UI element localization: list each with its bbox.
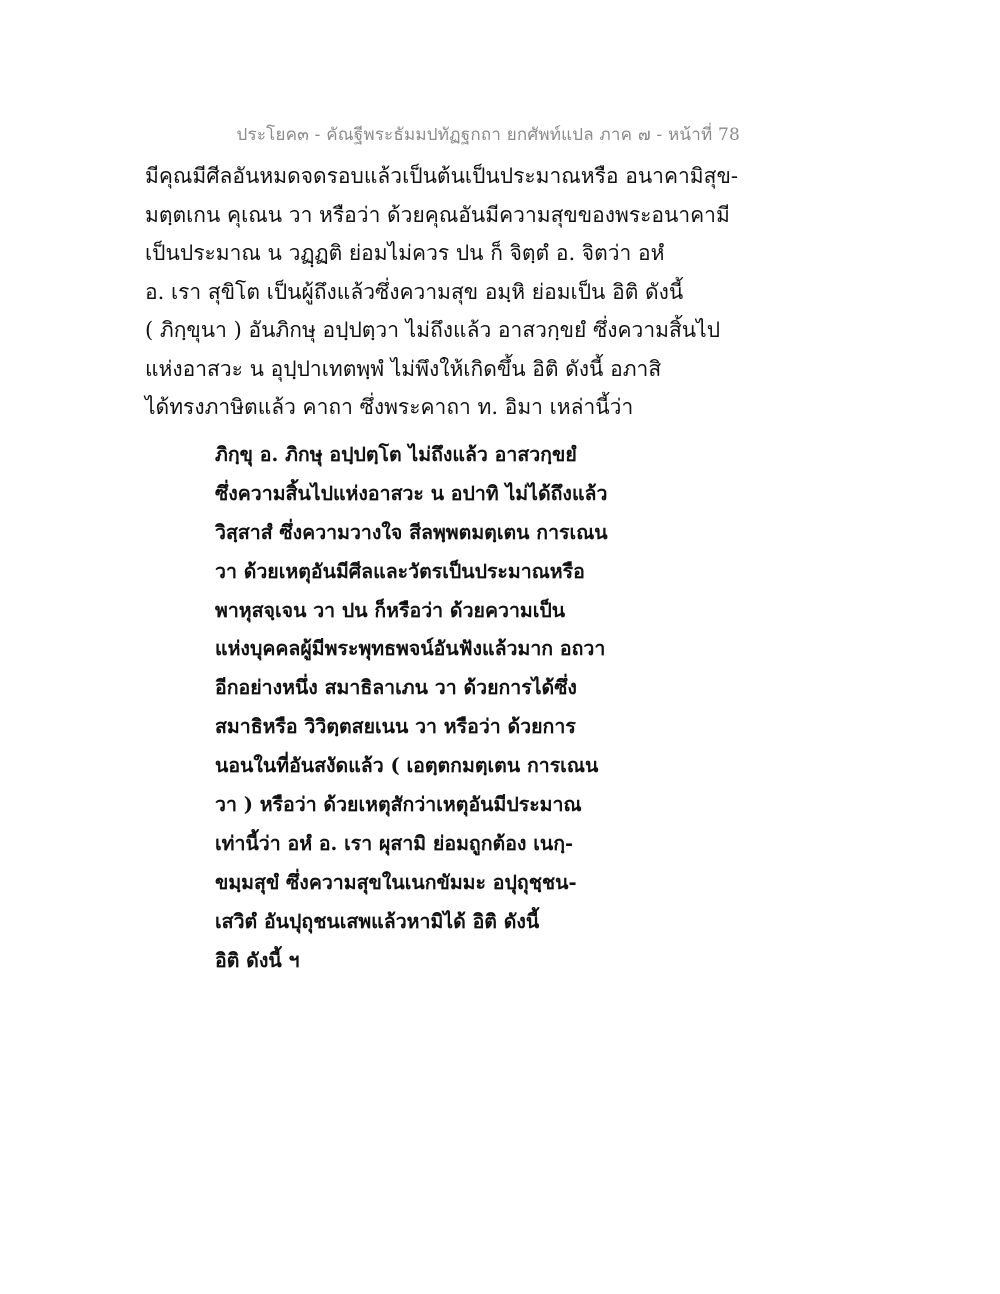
body-line: เป็นประมาณ น วฏฺฏติ ย่อมไม่ควร ปน ก็ จิตฺตํ อ. จิตว่า อหํ: [145, 241, 665, 265]
verse-line: วิสฺสาสํ ซึ่งความวางใจ สีลพฺพตมตฺเตน การเณน: [215, 520, 608, 544]
page-header: ประโยค๓ - คัณฐีพระธัมมปทัฏฐกถา ยกศัพท์แปล ภาค ๗ - หน้าที่ 78: [236, 125, 740, 145]
verse-line: วา ด้วยเหตุอันมีศีลและวัตรเป็นประมาณหรือ: [215, 559, 585, 583]
body-line: แห่งอาสวะ น อุปฺปาเทตพฺพํ ไม่พึงให้เกิดขึ้น อิติ ดังนี้ อภาสิ: [145, 356, 662, 381]
verse-line: แห่งบุคคลผู้มีพระพุทธพจน์อันฟังแล้วมาก อถวา: [215, 637, 606, 661]
body-text: [145, 157, 745, 427]
verse-line: ภิกฺขุ อ. ภิกษุ อปฺปตฺโต ไม่ถึงแล้ว อาสวกฺขยํ: [215, 443, 577, 466]
body-line: มตฺตเกน คุเณน วา หรือว่า ด้วยคุณอันมีความสุขของพระอนาคามี: [145, 202, 730, 227]
verse-line: สมาธิหรือ วิวิตฺตสยเนน วา หรือว่า ด้วยการ: [215, 715, 576, 739]
verse-line: ขมฺมสุขํ ซึ่งความสุขในเนกขัมมะ อปุถุชฺชน-: [215, 870, 577, 894]
verse-line: นอนในที่อันสงัดแล้ว ( เอตฺตกมตฺเตน การเณน: [215, 754, 599, 778]
body-line: ( ภิกฺขุนา ) อันภิกษุ อปฺปตฺวา ไม่ถึงแล้ว อาสวกฺขยํ ซึ่งความสิ้นไป: [145, 318, 721, 342]
verse-line: พาหุสจฺเจน วา ปน ก็หรือว่า ด้วยความเป็น: [215, 598, 566, 622]
verse-line: วา ) หรือว่า ด้วยเหตุสักว่าเหตุอันมีประมาณ: [215, 793, 582, 817]
body-line: มีคุณมีศีลอันหมดจดรอบแล้วเป็นต้นเป็นประมาณหรือ อนาคามิสุข-: [145, 164, 738, 188]
verse-block: [215, 436, 635, 980]
verse-line: เท่านี้ว่า อหํ อ. เรา ผุสามิ ย่อมถูกต้อง เนกฺ-: [215, 831, 574, 855]
verse-line: อิติ ดังนี้ ฯ: [215, 948, 300, 972]
verse-line: อีกอย่างหนึ่ง สมาธิลาเภน วา ด้วยการได้ซึ่ง: [215, 676, 577, 700]
body-line: ได้ทรงภาษิตแล้ว คาถา ซึ่งพระคาถา ท. อิมา เหล่านี้ว่า: [145, 395, 634, 419]
verse-line: เสวิตํ อันปุถุชนเสพแล้วหามิได้ อิติ ดังนี้: [215, 909, 540, 933]
verse-line: ซึ่งความสิ้นไปแห่งอาสวะ น อปาทิ ไม่ได้ถึงแล้ว: [215, 481, 608, 505]
body-line: อ. เรา สุขิโต เป็นผู้ถึงแล้วซึ่งความสุข อมฺหิ ย่อมเป็น อิติ ดังนี้: [145, 279, 684, 304]
